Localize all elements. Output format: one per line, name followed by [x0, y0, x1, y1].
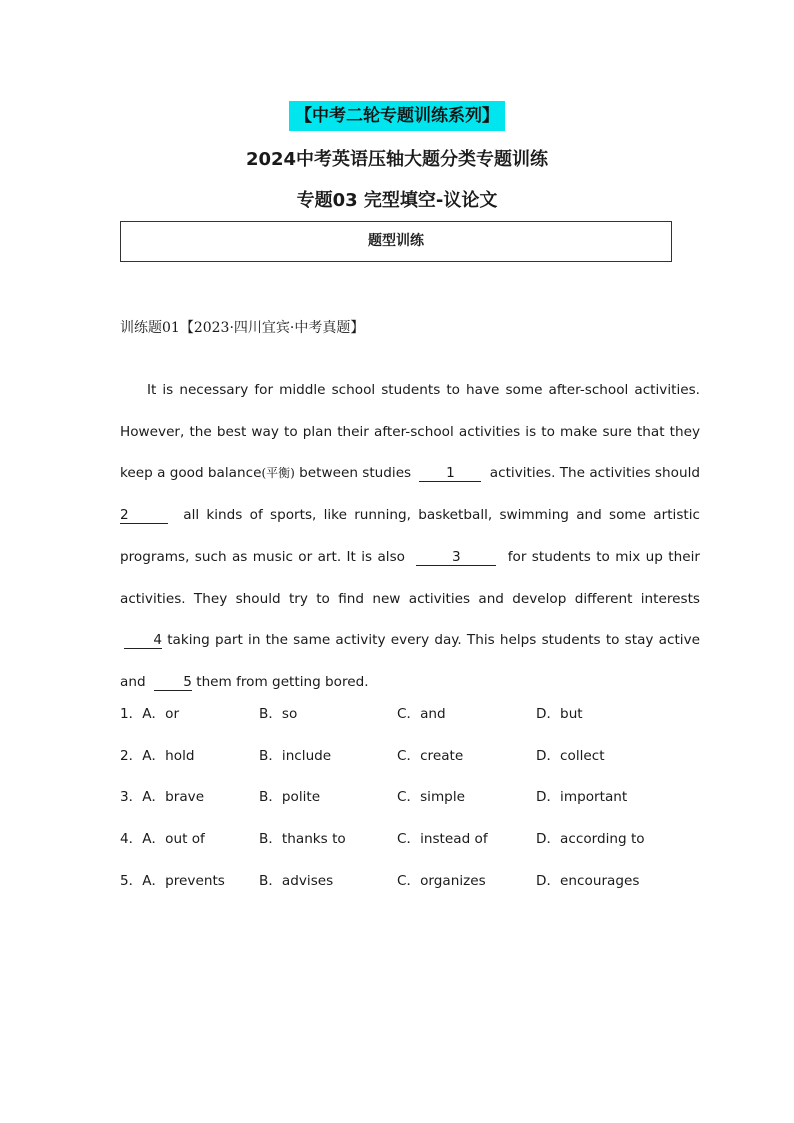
section-box: [120, 221, 672, 262]
option-b[interactable]: B．polite: [259, 789, 321, 806]
blank-5[interactable]: 5: [154, 674, 192, 691]
option-b[interactable]: B．thanks to: [259, 831, 346, 848]
blank-4[interactable]: 4: [124, 632, 162, 649]
question-row: [120, 702, 700, 744]
option-a[interactable]: 3．A．brave: [120, 789, 205, 806]
passage-seg1b: between studies: [294, 465, 412, 482]
blank-1[interactable]: 1: [419, 465, 481, 482]
passage-seg6: them from getting bored.: [196, 673, 369, 690]
option-d[interactable]: D．but: [536, 706, 583, 722]
passage-seg5: taking part in the same activity every day. This helps students to stay active and: [120, 632, 700, 690]
passage-seg3: all kinds of sports, like running, basketball, swimming and some artistic programs, such as music or art. It is also: [120, 507, 700, 565]
option-c[interactable]: C．organizes: [397, 872, 486, 889]
option-d[interactable]: D．collect: [536, 747, 605, 764]
exercise-label: 训练题01【2023·四川宜宾·中考真题】: [120, 320, 365, 336]
main-title: 2024中考英语压轴大题分类专题训练: [245, 149, 549, 170]
option-c[interactable]: C．instead of: [397, 831, 488, 848]
option-d[interactable]: D．important: [536, 789, 628, 806]
series-title-wrap: [0, 101, 794, 131]
option-a[interactable]: 2．A．hold: [120, 747, 195, 764]
option-c[interactable]: C．simple: [397, 789, 465, 806]
section-box-label: 题型训练: [368, 233, 424, 249]
option-c[interactable]: C．and: [397, 706, 446, 722]
question-row: [120, 869, 700, 911]
blank-3[interactable]: 3: [416, 549, 496, 566]
options-list: [120, 702, 700, 910]
passage-seg4: for students to mix up their activities. They should try to find new activities and develop different interests: [120, 548, 700, 607]
option-b[interactable]: B．advises: [259, 872, 334, 889]
question-row: [120, 827, 700, 869]
blank-2[interactable]: 2: [120, 507, 168, 524]
option-d[interactable]: D．encourages: [536, 872, 640, 889]
sub-title: 专题03 完型填空-议论文: [296, 190, 498, 211]
passage-seg1: It is necessary for middle school students to have some after-school activities. However, the best way to plan their after-school activities is to make sure that they keep a good balance: [120, 382, 700, 482]
option-a[interactable]: 5．A．prevents: [120, 872, 225, 889]
option-b[interactable]: B．include: [259, 747, 332, 764]
passage-seg2: activities. The activities should: [489, 465, 700, 482]
option-c[interactable]: C．create: [397, 747, 464, 764]
cloze-passage: [120, 370, 700, 704]
question-row: [120, 744, 700, 786]
option-a[interactable]: 4．A．out of: [120, 831, 205, 848]
series-title: 【中考二轮专题训练系列】: [289, 101, 505, 131]
option-b[interactable]: B．so: [259, 706, 298, 722]
question-row: [120, 785, 700, 827]
passage-annotation: (平衡): [261, 466, 295, 481]
option-a[interactable]: 1．A．or: [120, 706, 180, 722]
option-d[interactable]: D．according to: [536, 831, 645, 848]
